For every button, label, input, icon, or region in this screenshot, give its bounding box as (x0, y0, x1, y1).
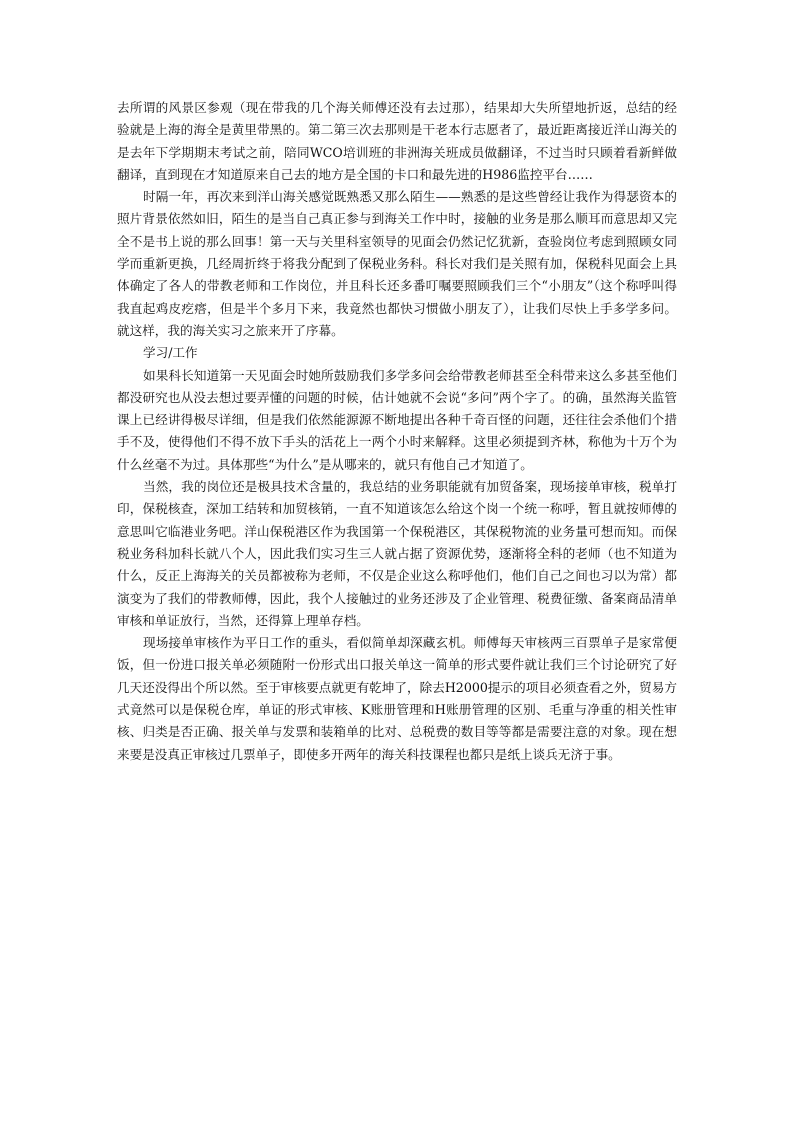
section-heading: 学习/工作 (143, 345, 198, 361)
paragraph: 如果科长知道第一天见面会时她所鼓励我们多学多问会给带教老师甚至全科带来这么多甚至他们都没研究也从没去想过要弄懂的问题的时候，估计她就不会说“多问”两个字了。的确，虽然海关监管课上已经讲得极尽详细，但是我们依然能源源不断地提出各种千奇百怪的问题，还往往会杀他们个措手不及，使得他们不得不放下手头的活花上一两个小时来解释。这里必须提到齐林，称他为十万个为什么丝毫不为过。具体那些“为什么”是从哪来的，就只有他自己才知道了。 (117, 367, 677, 472)
document-body (117, 97, 677, 766)
paragraph: 现场接单审核作为平日工作的重头，看似简单却深藏玄机。师傅每天审核两三百票单子是家常便饭，但一份进口报关单必须随附一份形式出口报关单这一简单的形式要件就让我们三个讨论研究了好几天还没得出个所以然。至于审核要点就更有乾坤了，除去H2000提示的项目必须查看之外，贸易方式竟然可以是保税仓库，单证的形式审核、K账册管理和H账册管理的区别、毛重与净重的相关性审核、归类是否正确、报关单与发票和装箱单的比对、总税费的数目等等都是需要注意的对象。现在想来要是没真正审核过几票单子，即使多开两年的海关科技课程也都只是纸上谈兵无济于事。 (117, 635, 677, 762)
paragraph: 当然，我的岗位还是极具技术含量的，我总结的业务职能就有加贸备案，现场接单审核，税单打印，保税核查，深加工结转和加贸核销，一直不知道该怎么给这个岗一个统一称呼，暂且就按师傅的意思叫它临港业务吧。洋山保税港区作为我国第一个保税港区，其保税物流的业务量可想而知。而保税业务科加科长就八个人，因此我们实习生三人就占据了资源优势，逐渐将全科的老师（也不知道为什么，反正上海海关的关员都被称为老师，不仅是企业这么称呼他们，他们自己之间也习以为常）都演变为了我们的带教师傅，因此，我个人接触过的业务还涉及了企业管理、税费征缴、备案商品清单审核和单证放行，当然，还得算上理单存档。 (117, 479, 677, 628)
paragraph-continued: 去所谓的风景区参观（现在带我的几个海关师傅还没有去过那），结果却大失所望地折返，总结的经验就是上海的海全是黄里带黑的。第二第三次去那则是干老本行志愿者了，最近距离接近洋山海关的是去年下学期期末考试之前，陪同WCO培训班的非洲海关班成员做翻译，不过当时只顾着看新鲜做翻译，直到现在才知道原来自己去的地方是全国的卡口和最先进的H986监控平台…… (117, 100, 677, 182)
paragraph: 时隔一年，再次来到洋山海关感觉既熟悉又那么陌生——熟悉的是这些曾经让我作为得瑟资本的照片背景依然如旧，陌生的是当自己真正参与到海关工作中时，接触的业务是那么顺耳而意思却又完全不是书上说的那么回事！第一天与关里科室领导的见面会仍然记忆犹新，查验岗位考虑到照顾女同学而重新更换，几经周折终于将我分配到了保税业务科。科长对我们是关照有加，保税科见面会上具体确定了各人的带教老师和工作岗位，并且科长还多番叮嘱要照顾我们三个“小朋友”（这个称呼叫得我直起鸡皮疙瘩，但是半个多月下来，我竟然也都快习惯做小朋友了），让我们尽快上手多学多问。就这样，我的海关实习之旅来开了序幕。 (117, 189, 677, 338)
